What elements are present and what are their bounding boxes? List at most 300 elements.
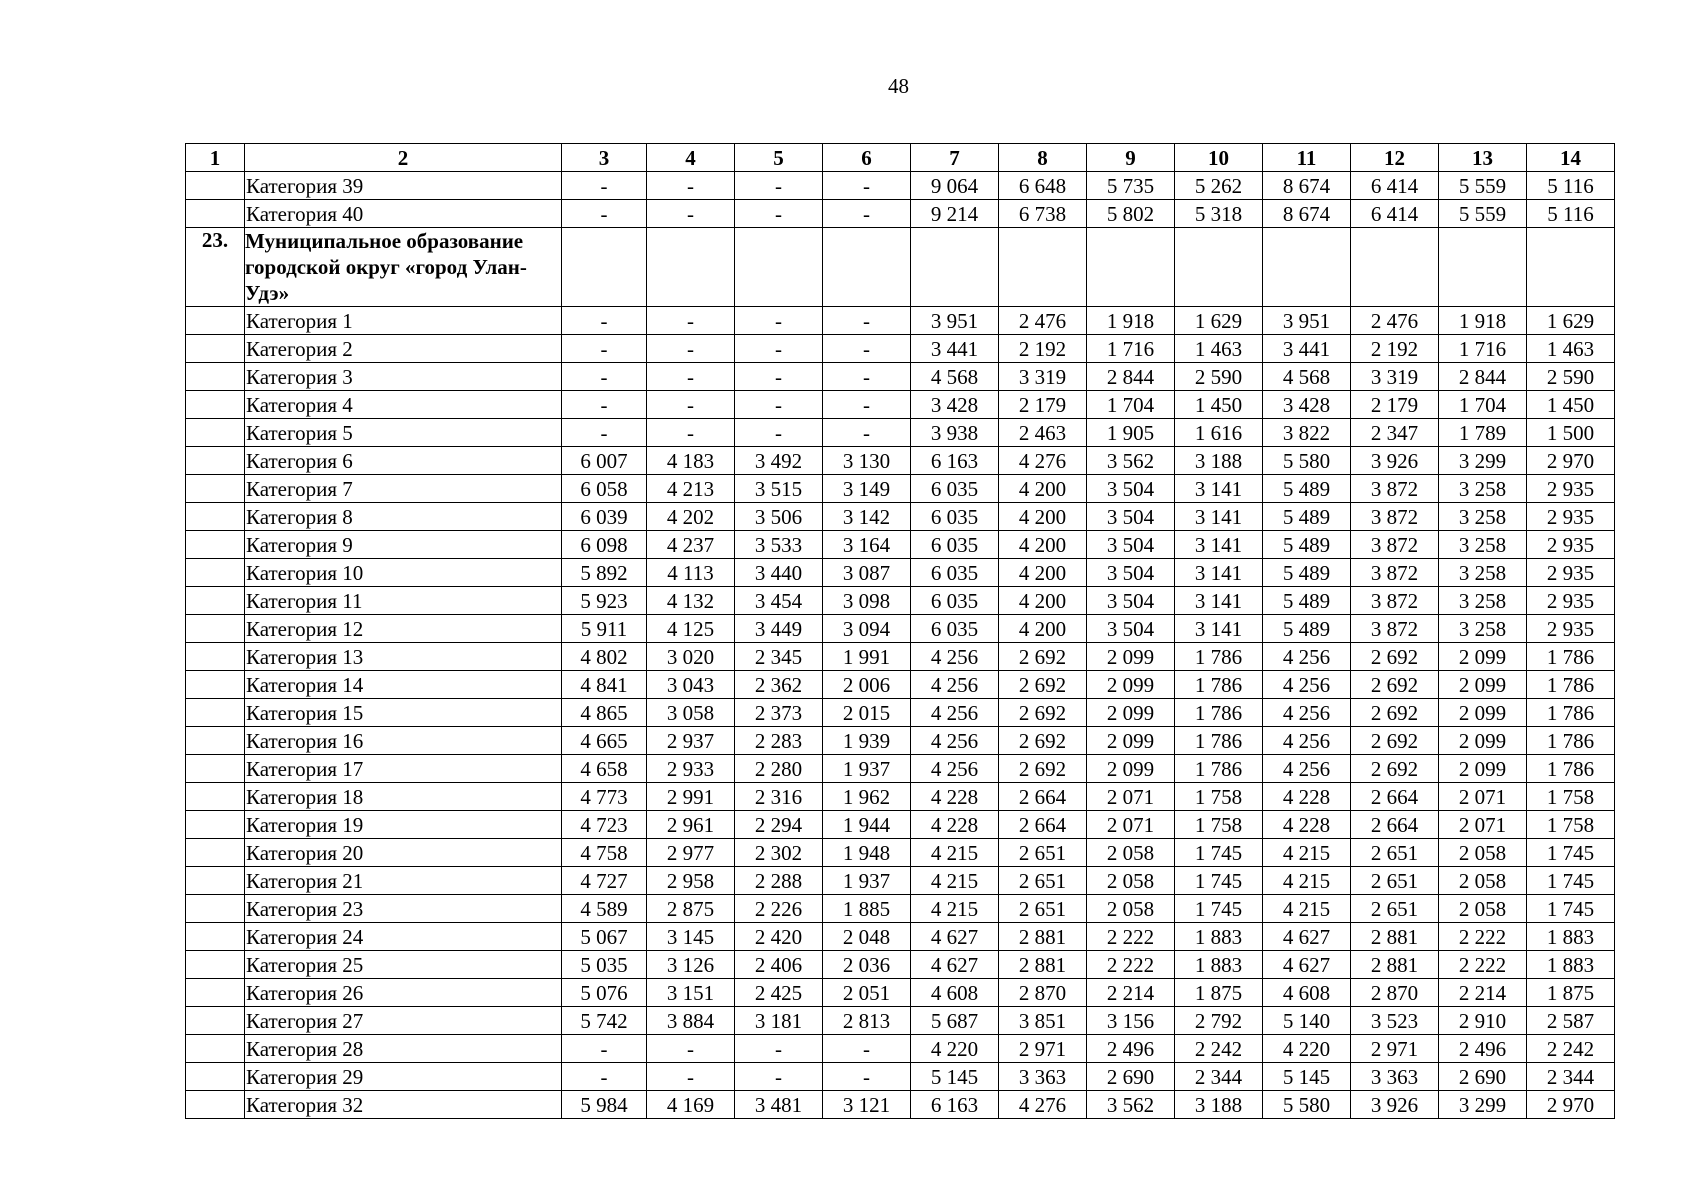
value-cell: 2 937 bbox=[647, 727, 735, 755]
value-cell: 2 875 bbox=[647, 895, 735, 923]
value-cell: - bbox=[823, 391, 911, 419]
value-cell: 3 258 bbox=[1439, 615, 1527, 643]
value-cell: 3 440 bbox=[735, 559, 823, 587]
value-cell: 3 504 bbox=[1087, 503, 1175, 531]
value-cell: - bbox=[647, 307, 735, 335]
value-cell: 1 704 bbox=[1087, 391, 1175, 419]
table-row bbox=[186, 1007, 1615, 1035]
value-cell: 3 156 bbox=[1087, 1007, 1175, 1035]
value-cell: 3 822 bbox=[1263, 419, 1351, 447]
value-cell: 3 141 bbox=[1175, 475, 1263, 503]
value-cell: 3 258 bbox=[1439, 531, 1527, 559]
value-cell: 4 608 bbox=[1263, 979, 1351, 1007]
value-cell: 2 058 bbox=[1439, 895, 1527, 923]
value-cell: 1 786 bbox=[1527, 643, 1615, 671]
value-cell: 4 256 bbox=[1263, 671, 1351, 699]
table-row bbox=[186, 559, 1615, 587]
value-cell: 2 058 bbox=[1087, 867, 1175, 895]
table-row bbox=[186, 699, 1615, 727]
value-cell: 1 883 bbox=[1175, 923, 1263, 951]
row-number-cell bbox=[186, 867, 245, 895]
value-cell: 3 299 bbox=[1439, 447, 1527, 475]
value-cell: 1 629 bbox=[1175, 307, 1263, 335]
value-cell: - bbox=[647, 1035, 735, 1063]
category-name: Категория 5 bbox=[245, 419, 562, 447]
value-cell: 2 058 bbox=[1439, 839, 1527, 867]
table-row bbox=[186, 643, 1615, 671]
value-cell: 2 690 bbox=[1087, 1063, 1175, 1091]
value-cell: 2 664 bbox=[999, 811, 1087, 839]
value-cell: 2 345 bbox=[735, 643, 823, 671]
table-row bbox=[186, 1035, 1615, 1063]
value-cell: 6 007 bbox=[562, 447, 647, 475]
value-cell: 3 141 bbox=[1175, 615, 1263, 643]
value-cell: 2 099 bbox=[1087, 727, 1175, 755]
value-cell: 1 450 bbox=[1527, 391, 1615, 419]
value-cell: 3 533 bbox=[735, 531, 823, 559]
value-cell: - bbox=[562, 335, 647, 363]
value-cell: - bbox=[647, 200, 735, 228]
table-row bbox=[186, 615, 1615, 643]
value-cell: 3 481 bbox=[735, 1091, 823, 1119]
value-cell: 2 651 bbox=[999, 867, 1087, 895]
value-cell: 4 627 bbox=[911, 923, 999, 951]
value-cell: 3 504 bbox=[1087, 475, 1175, 503]
value-cell: 5 140 bbox=[1263, 1007, 1351, 1035]
value-cell: 4 608 bbox=[911, 979, 999, 1007]
header-row bbox=[186, 144, 1615, 172]
category-name: Категория 28 bbox=[245, 1035, 562, 1063]
value-cell: 3 872 bbox=[1351, 559, 1439, 587]
value-cell: 3 951 bbox=[911, 307, 999, 335]
value-cell: 4 256 bbox=[911, 643, 999, 671]
table-row bbox=[186, 419, 1615, 447]
value-cell: 2 961 bbox=[647, 811, 735, 839]
header-cell: 7 bbox=[911, 144, 999, 172]
value-cell: 2 881 bbox=[1351, 923, 1439, 951]
value-cell: 4 627 bbox=[1263, 951, 1351, 979]
page-number: 48 bbox=[888, 74, 909, 98]
value-cell: 3 258 bbox=[1439, 587, 1527, 615]
value-cell: 4 125 bbox=[647, 615, 735, 643]
value-cell: 1 937 bbox=[823, 867, 911, 895]
value-cell: 2 844 bbox=[1439, 363, 1527, 391]
value-cell: 2 651 bbox=[1351, 867, 1439, 895]
value-cell: - bbox=[647, 1063, 735, 1091]
value-cell: 2 844 bbox=[1087, 363, 1175, 391]
value-cell: 6 039 bbox=[562, 503, 647, 531]
empty-cell bbox=[1087, 228, 1175, 307]
value-cell: 4 200 bbox=[999, 559, 1087, 587]
value-cell: 4 215 bbox=[911, 895, 999, 923]
value-cell: - bbox=[562, 419, 647, 447]
value-cell: - bbox=[823, 1035, 911, 1063]
value-cell: 1 716 bbox=[1439, 335, 1527, 363]
value-cell: 3 094 bbox=[823, 615, 911, 643]
row-number-cell bbox=[186, 475, 245, 503]
value-cell: 6 098 bbox=[562, 531, 647, 559]
value-cell: 2 179 bbox=[999, 391, 1087, 419]
value-cell: 1 918 bbox=[1439, 307, 1527, 335]
value-cell: 2 664 bbox=[1351, 811, 1439, 839]
value-cell: 4 256 bbox=[1263, 643, 1351, 671]
category-name: Категория 27 bbox=[245, 1007, 562, 1035]
value-cell: 1 786 bbox=[1175, 755, 1263, 783]
row-number-cell bbox=[186, 1035, 245, 1063]
section-row bbox=[186, 228, 1615, 307]
value-cell: 4 758 bbox=[562, 839, 647, 867]
value-cell: 2 587 bbox=[1527, 1007, 1615, 1035]
header-cell: 13 bbox=[1439, 144, 1527, 172]
value-cell: 3 926 bbox=[1351, 1091, 1439, 1119]
value-cell: 3 258 bbox=[1439, 559, 1527, 587]
value-cell: 2 099 bbox=[1439, 755, 1527, 783]
value-cell: 5 911 bbox=[562, 615, 647, 643]
value-cell: 2 664 bbox=[999, 783, 1087, 811]
value-cell: 2 476 bbox=[1351, 307, 1439, 335]
value-cell: 4 228 bbox=[911, 783, 999, 811]
value-cell: 4 276 bbox=[999, 447, 1087, 475]
value-cell: 3 492 bbox=[735, 447, 823, 475]
value-cell: 3 504 bbox=[1087, 559, 1175, 587]
value-cell: 3 181 bbox=[735, 1007, 823, 1035]
value-cell: 1 758 bbox=[1175, 783, 1263, 811]
value-cell: 2 051 bbox=[823, 979, 911, 1007]
value-cell: - bbox=[647, 363, 735, 391]
row-number-cell bbox=[186, 447, 245, 475]
value-cell: 6 058 bbox=[562, 475, 647, 503]
empty-cell bbox=[1439, 228, 1527, 307]
header-cell: 10 bbox=[1175, 144, 1263, 172]
value-cell: 1 450 bbox=[1175, 391, 1263, 419]
value-cell: - bbox=[562, 1035, 647, 1063]
value-cell: 2 099 bbox=[1439, 643, 1527, 671]
section-number: 23. bbox=[186, 228, 245, 307]
value-cell: 4 200 bbox=[999, 531, 1087, 559]
value-cell: 1 745 bbox=[1527, 895, 1615, 923]
value-cell: 4 220 bbox=[1263, 1035, 1351, 1063]
value-cell: 3 142 bbox=[823, 503, 911, 531]
row-number-cell bbox=[186, 200, 245, 228]
value-cell: 1 745 bbox=[1527, 867, 1615, 895]
table-row bbox=[186, 1091, 1615, 1119]
value-cell: 1 786 bbox=[1175, 643, 1263, 671]
row-number-cell bbox=[186, 172, 245, 200]
value-cell: - bbox=[562, 307, 647, 335]
value-cell: 2 935 bbox=[1527, 475, 1615, 503]
table-row bbox=[186, 503, 1615, 531]
value-cell: 4 132 bbox=[647, 587, 735, 615]
header-cell: 11 bbox=[1263, 144, 1351, 172]
empty-cell bbox=[999, 228, 1087, 307]
value-cell: 6 163 bbox=[911, 447, 999, 475]
value-cell: 5 580 bbox=[1263, 447, 1351, 475]
value-cell: - bbox=[562, 363, 647, 391]
table-row bbox=[186, 839, 1615, 867]
category-name: Категория 29 bbox=[245, 1063, 562, 1091]
value-cell: 3 872 bbox=[1351, 531, 1439, 559]
value-cell: 2 933 bbox=[647, 755, 735, 783]
value-cell: 1 500 bbox=[1527, 419, 1615, 447]
value-cell: 3 428 bbox=[911, 391, 999, 419]
value-cell: 1 704 bbox=[1439, 391, 1527, 419]
value-cell: 2 099 bbox=[1087, 671, 1175, 699]
value-cell: 2 651 bbox=[1351, 839, 1439, 867]
value-cell: 6 035 bbox=[911, 587, 999, 615]
value-cell: - bbox=[823, 419, 911, 447]
value-cell: 5 580 bbox=[1263, 1091, 1351, 1119]
value-cell: 5 318 bbox=[1175, 200, 1263, 228]
category-name: Категория 15 bbox=[245, 699, 562, 727]
header-cell: 14 bbox=[1527, 144, 1615, 172]
value-cell: 2 935 bbox=[1527, 559, 1615, 587]
category-name: Категория 12 bbox=[245, 615, 562, 643]
value-cell: 2 970 bbox=[1527, 1091, 1615, 1119]
empty-cell bbox=[735, 228, 823, 307]
value-cell: 2 692 bbox=[999, 755, 1087, 783]
value-cell: 3 504 bbox=[1087, 615, 1175, 643]
header-cell: 1 bbox=[186, 144, 245, 172]
category-name: Категория 7 bbox=[245, 475, 562, 503]
value-cell: 6 035 bbox=[911, 503, 999, 531]
category-name: Категория 17 bbox=[245, 755, 562, 783]
value-cell: 1 875 bbox=[1175, 979, 1263, 1007]
row-number-cell bbox=[186, 783, 245, 811]
header-cell: 12 bbox=[1351, 144, 1439, 172]
empty-cell bbox=[562, 228, 647, 307]
value-cell: 1 944 bbox=[823, 811, 911, 839]
value-cell: 2 373 bbox=[735, 699, 823, 727]
value-cell: 4 200 bbox=[999, 615, 1087, 643]
value-cell: 2 977 bbox=[647, 839, 735, 867]
value-cell: 4 723 bbox=[562, 811, 647, 839]
value-cell: 4 568 bbox=[1263, 363, 1351, 391]
value-cell: 3 141 bbox=[1175, 559, 1263, 587]
value-cell: 2 870 bbox=[1351, 979, 1439, 1007]
row-number-cell bbox=[186, 587, 245, 615]
value-cell: 4 228 bbox=[1263, 811, 1351, 839]
category-name: Категория 32 bbox=[245, 1091, 562, 1119]
row-number-cell bbox=[186, 559, 245, 587]
value-cell: 2 036 bbox=[823, 951, 911, 979]
value-cell: 4 568 bbox=[911, 363, 999, 391]
value-cell: 2 692 bbox=[999, 671, 1087, 699]
value-cell: 3 938 bbox=[911, 419, 999, 447]
value-cell: 2 316 bbox=[735, 783, 823, 811]
category-name: Категория 14 bbox=[245, 671, 562, 699]
table-row bbox=[186, 895, 1615, 923]
section-title bbox=[245, 228, 562, 307]
value-cell: 3 441 bbox=[911, 335, 999, 363]
value-cell: 1 786 bbox=[1527, 671, 1615, 699]
value-cell: 3 087 bbox=[823, 559, 911, 587]
header-cell: 5 bbox=[735, 144, 823, 172]
value-cell: 2 970 bbox=[1527, 447, 1615, 475]
tariff-table bbox=[185, 143, 1615, 1119]
value-cell: 1 789 bbox=[1439, 419, 1527, 447]
category-name: Категория 19 bbox=[245, 811, 562, 839]
value-cell: 2 058 bbox=[1439, 867, 1527, 895]
value-cell: 2 651 bbox=[999, 895, 1087, 923]
table-row bbox=[186, 755, 1615, 783]
value-cell: 2 280 bbox=[735, 755, 823, 783]
value-cell: 1 875 bbox=[1527, 979, 1615, 1007]
row-number-cell bbox=[186, 979, 245, 1007]
value-cell: 3 504 bbox=[1087, 531, 1175, 559]
value-cell: 3 141 bbox=[1175, 531, 1263, 559]
value-cell: 4 169 bbox=[647, 1091, 735, 1119]
value-cell: 2 651 bbox=[999, 839, 1087, 867]
row-number-cell bbox=[186, 335, 245, 363]
value-cell: 8 674 bbox=[1263, 200, 1351, 228]
value-cell: 4 183 bbox=[647, 447, 735, 475]
value-cell: 4 215 bbox=[1263, 867, 1351, 895]
section-title-line1: Муниципальное образование bbox=[245, 229, 524, 253]
value-cell: - bbox=[735, 1063, 823, 1091]
value-cell: 2 347 bbox=[1351, 419, 1439, 447]
value-cell: 2 935 bbox=[1527, 503, 1615, 531]
value-cell: 3 951 bbox=[1263, 307, 1351, 335]
row-number-cell bbox=[186, 615, 245, 643]
value-cell: 1 905 bbox=[1087, 419, 1175, 447]
value-cell: 4 727 bbox=[562, 867, 647, 895]
value-cell: 3 058 bbox=[647, 699, 735, 727]
table-row bbox=[186, 475, 1615, 503]
value-cell: 2 406 bbox=[735, 951, 823, 979]
category-name: Категория 4 bbox=[245, 391, 562, 419]
value-cell: 6 035 bbox=[911, 615, 999, 643]
value-cell: 2 991 bbox=[647, 783, 735, 811]
empty-cell bbox=[911, 228, 999, 307]
value-cell: 4 215 bbox=[911, 839, 999, 867]
value-cell: 5 067 bbox=[562, 923, 647, 951]
value-cell: 1 786 bbox=[1527, 727, 1615, 755]
table-row bbox=[186, 172, 1615, 200]
value-cell: 6 035 bbox=[911, 531, 999, 559]
value-cell: 3 884 bbox=[647, 1007, 735, 1035]
value-cell: 4 215 bbox=[1263, 895, 1351, 923]
value-cell: 6 738 bbox=[999, 200, 1087, 228]
value-cell: 1 883 bbox=[1527, 923, 1615, 951]
value-cell: 1 745 bbox=[1175, 895, 1263, 923]
value-cell: 2 463 bbox=[999, 419, 1087, 447]
table-row bbox=[186, 923, 1615, 951]
category-name: Категория 3 bbox=[245, 363, 562, 391]
value-cell: 2 692 bbox=[1351, 699, 1439, 727]
category-name: Категория 20 bbox=[245, 839, 562, 867]
empty-cell bbox=[1351, 228, 1439, 307]
row-number-cell bbox=[186, 307, 245, 335]
value-cell: 9 064 bbox=[911, 172, 999, 200]
table-row bbox=[186, 671, 1615, 699]
category-name: Категория 10 bbox=[245, 559, 562, 587]
value-cell: - bbox=[647, 391, 735, 419]
value-cell: 2 099 bbox=[1087, 643, 1175, 671]
value-cell: 1 616 bbox=[1175, 419, 1263, 447]
table-row bbox=[186, 200, 1615, 228]
value-cell: 6 163 bbox=[911, 1091, 999, 1119]
value-cell: 3 428 bbox=[1263, 391, 1351, 419]
value-cell: 3 515 bbox=[735, 475, 823, 503]
table-body-top bbox=[186, 172, 1615, 228]
value-cell: 2 881 bbox=[999, 923, 1087, 951]
category-name: Категория 26 bbox=[245, 979, 562, 1007]
category-name: Категория 18 bbox=[245, 783, 562, 811]
value-cell: 5 076 bbox=[562, 979, 647, 1007]
value-cell: 2 476 bbox=[999, 307, 1087, 335]
value-cell: 3 872 bbox=[1351, 587, 1439, 615]
table-row bbox=[186, 391, 1615, 419]
value-cell: - bbox=[823, 363, 911, 391]
value-cell: 5 687 bbox=[911, 1007, 999, 1035]
empty-cell bbox=[1263, 228, 1351, 307]
value-cell: 2 222 bbox=[1439, 951, 1527, 979]
value-cell: - bbox=[562, 200, 647, 228]
value-cell: 5 489 bbox=[1263, 559, 1351, 587]
value-cell: 3 020 bbox=[647, 643, 735, 671]
value-cell: 3 872 bbox=[1351, 615, 1439, 643]
value-cell: 4 841 bbox=[562, 671, 647, 699]
value-cell: 2 099 bbox=[1439, 699, 1527, 727]
value-cell: 1 918 bbox=[1087, 307, 1175, 335]
value-cell: 3 319 bbox=[1351, 363, 1439, 391]
value-cell: 4 213 bbox=[647, 475, 735, 503]
value-cell: 2 692 bbox=[999, 643, 1087, 671]
category-name: Категория 40 bbox=[245, 200, 562, 228]
value-cell: 5 892 bbox=[562, 559, 647, 587]
value-cell: 5 984 bbox=[562, 1091, 647, 1119]
table-row bbox=[186, 1063, 1615, 1091]
value-cell: 1 786 bbox=[1175, 699, 1263, 727]
row-number-cell bbox=[186, 727, 245, 755]
value-cell: 2 910 bbox=[1439, 1007, 1527, 1035]
value-cell: 2 692 bbox=[1351, 755, 1439, 783]
value-cell: 5 742 bbox=[562, 1007, 647, 1035]
value-cell: 2 344 bbox=[1175, 1063, 1263, 1091]
value-cell: 3 523 bbox=[1351, 1007, 1439, 1035]
row-number-cell bbox=[186, 895, 245, 923]
value-cell: 1 883 bbox=[1527, 951, 1615, 979]
table-row bbox=[186, 727, 1615, 755]
category-name: Категория 21 bbox=[245, 867, 562, 895]
value-cell: 4 865 bbox=[562, 699, 647, 727]
table-row bbox=[186, 951, 1615, 979]
value-cell: 2 344 bbox=[1527, 1063, 1615, 1091]
value-cell: 3 126 bbox=[647, 951, 735, 979]
value-cell: - bbox=[735, 1035, 823, 1063]
value-cell: 2 099 bbox=[1087, 755, 1175, 783]
value-cell: 3 506 bbox=[735, 503, 823, 531]
value-cell: 2 294 bbox=[735, 811, 823, 839]
value-cell: 4 113 bbox=[647, 559, 735, 587]
value-cell: 5 489 bbox=[1263, 531, 1351, 559]
value-cell: 2 222 bbox=[1087, 951, 1175, 979]
value-cell: 1 939 bbox=[823, 727, 911, 755]
value-cell: 5 559 bbox=[1439, 200, 1527, 228]
value-cell: 1 745 bbox=[1527, 839, 1615, 867]
value-cell: 2 214 bbox=[1087, 979, 1175, 1007]
value-cell: 4 215 bbox=[911, 867, 999, 895]
value-cell: 2 935 bbox=[1527, 531, 1615, 559]
value-cell: 1 786 bbox=[1527, 755, 1615, 783]
value-cell: 4 200 bbox=[999, 503, 1087, 531]
value-cell: 3 149 bbox=[823, 475, 911, 503]
category-name: Категория 39 bbox=[245, 172, 562, 200]
value-cell: 5 262 bbox=[1175, 172, 1263, 200]
value-cell: 3 130 bbox=[823, 447, 911, 475]
value-cell: 3 872 bbox=[1351, 475, 1439, 503]
value-cell: 2 179 bbox=[1351, 391, 1439, 419]
